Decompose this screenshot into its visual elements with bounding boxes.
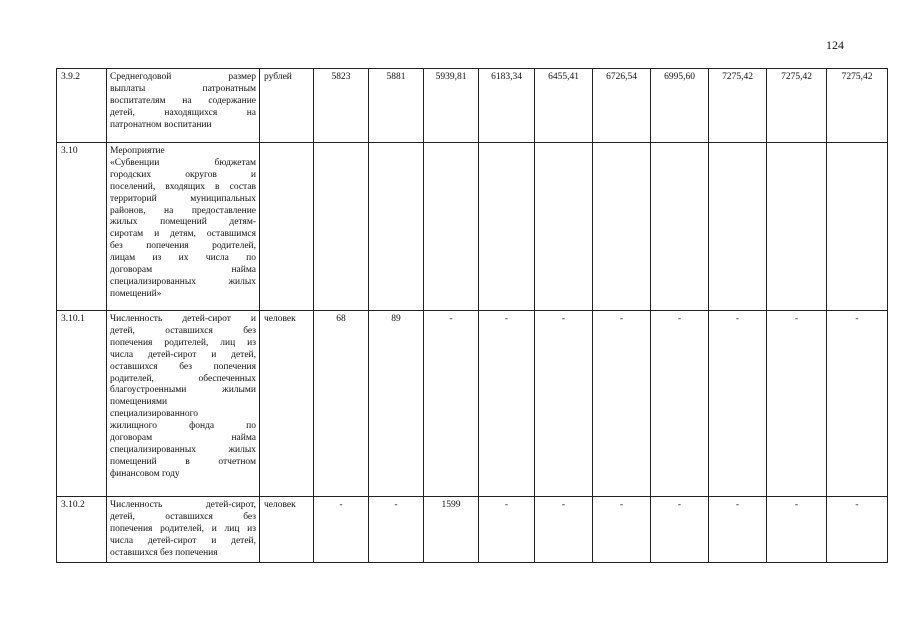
row-value-1: 5823 <box>314 69 369 143</box>
row-value-8 <box>709 143 767 311</box>
description-line: помещениями <box>110 397 168 408</box>
row-value-6: - <box>593 311 651 497</box>
description-line: сиротам и детям, оставшимся <box>110 229 256 240</box>
description-line: договорам найма <box>110 265 256 276</box>
description-line: финансовом году <box>110 468 180 479</box>
description-line: патронатном воспитании <box>110 119 212 130</box>
row-value-3: - <box>424 311 479 497</box>
description-line: числа детей-сирот и детей, <box>110 349 256 360</box>
row-code: 3.10.2 <box>57 497 107 563</box>
row-value-2 <box>369 143 424 311</box>
table-row <box>57 497 888 563</box>
row-value-4: - <box>479 311 535 497</box>
row-value-6: 6726,54 <box>593 69 651 143</box>
description-line: родителей, обеспеченных <box>110 373 256 384</box>
row-value-2: - <box>369 497 424 563</box>
row-value-4 <box>479 143 535 311</box>
description-line: числа детей-сирот и детей, <box>110 535 256 546</box>
description-line: попечения родителей, и лиц из <box>110 523 256 534</box>
description-line: жилых помещений детям- <box>110 217 256 228</box>
row-value-2: 5881 <box>369 69 424 143</box>
row-value-7: - <box>651 311 709 497</box>
row-value-5: - <box>535 311 593 497</box>
row-value-10: - <box>827 311 888 497</box>
description-line: Мероприятие <box>110 146 165 156</box>
description-line: выплаты патронатным <box>110 83 256 94</box>
description-line: городских округов и <box>110 169 256 180</box>
description-line: оставшихся без попечения <box>110 547 218 558</box>
description-line: детей, оставшихся без <box>110 325 256 336</box>
row-unit <box>260 143 314 311</box>
row-value-3: 5939,81 <box>424 69 479 143</box>
row-value-7: 6995,60 <box>651 69 709 143</box>
row-value-10: 7275,42 <box>827 69 888 143</box>
description-line: поселений, входящих в состав <box>110 181 256 192</box>
row-value-1 <box>314 143 369 311</box>
description-line: Численность детей-сирот, <box>110 500 256 510</box>
description-line: благоустроенными жилыми <box>110 385 256 396</box>
description-line: помещений в отчетном <box>110 456 256 467</box>
description-line: договорам найма <box>110 433 256 444</box>
description-line: территорий муниципальных <box>110 193 256 204</box>
table-row <box>57 311 888 497</box>
description-line: «Субвенции бюджетам <box>110 157 256 168</box>
row-value-9: - <box>767 497 827 563</box>
row-value-5 <box>535 143 593 311</box>
row-value-4: - <box>479 497 535 563</box>
description-line: Численность детей-сирот и <box>110 314 256 324</box>
table-body <box>57 69 888 563</box>
table-row <box>57 143 888 311</box>
row-description <box>107 143 260 311</box>
row-unit: рублей <box>260 69 314 143</box>
row-value-1: 68 <box>314 311 369 497</box>
row-value-8: - <box>709 497 767 563</box>
description-line: специализированных жилых <box>110 444 256 455</box>
row-unit: человек <box>260 497 314 563</box>
description-line: жилищного фонда по <box>110 421 256 432</box>
row-value-3 <box>424 143 479 311</box>
description-line: воспитателям на содержание <box>110 95 256 106</box>
row-value-5: - <box>535 497 593 563</box>
row-code: 3.9.2 <box>57 69 107 143</box>
description-line: специализированных жилых <box>110 276 256 287</box>
row-value-3: 1599 <box>424 497 479 563</box>
row-value-10 <box>827 143 888 311</box>
row-description <box>107 311 260 497</box>
row-code: 3.10 <box>57 143 107 311</box>
row-value-1: - <box>314 497 369 563</box>
row-value-9: 7275,42 <box>767 69 827 143</box>
row-value-9: - <box>767 311 827 497</box>
row-value-8: - <box>709 311 767 497</box>
indicator-table <box>56 68 888 563</box>
page-number: 124 <box>826 38 844 52</box>
description-line: оставшихся без попечения <box>110 361 256 372</box>
row-value-2: 89 <box>369 311 424 497</box>
row-value-5: 6455,41 <box>535 69 593 143</box>
description-line: детей, оставшихся без <box>110 511 256 522</box>
description-line: Среднегодовой размер <box>110 72 256 82</box>
row-value-6 <box>593 143 651 311</box>
row-value-4: 6183,34 <box>479 69 535 143</box>
description-line: лицам из их числа по <box>110 253 256 264</box>
row-value-7 <box>651 143 709 311</box>
row-description <box>107 497 260 563</box>
table-row <box>57 69 888 143</box>
description-line: без попечения родителей, <box>110 241 256 252</box>
description-line: детей, находящихся на <box>110 107 256 118</box>
description-line: районов, на предоставление <box>110 205 256 216</box>
row-unit: человек <box>260 311 314 497</box>
row-value-10: - <box>827 497 888 563</box>
description-line: попечения родителей, лиц из <box>110 337 256 348</box>
row-description <box>107 69 260 143</box>
description-line: специализированного <box>110 409 199 420</box>
row-value-7: - <box>651 497 709 563</box>
row-value-8: 7275,42 <box>709 69 767 143</box>
row-value-6: - <box>593 497 651 563</box>
description-line: помещений» <box>110 288 162 299</box>
row-code: 3.10.1 <box>57 311 107 497</box>
row-value-9 <box>767 143 827 311</box>
